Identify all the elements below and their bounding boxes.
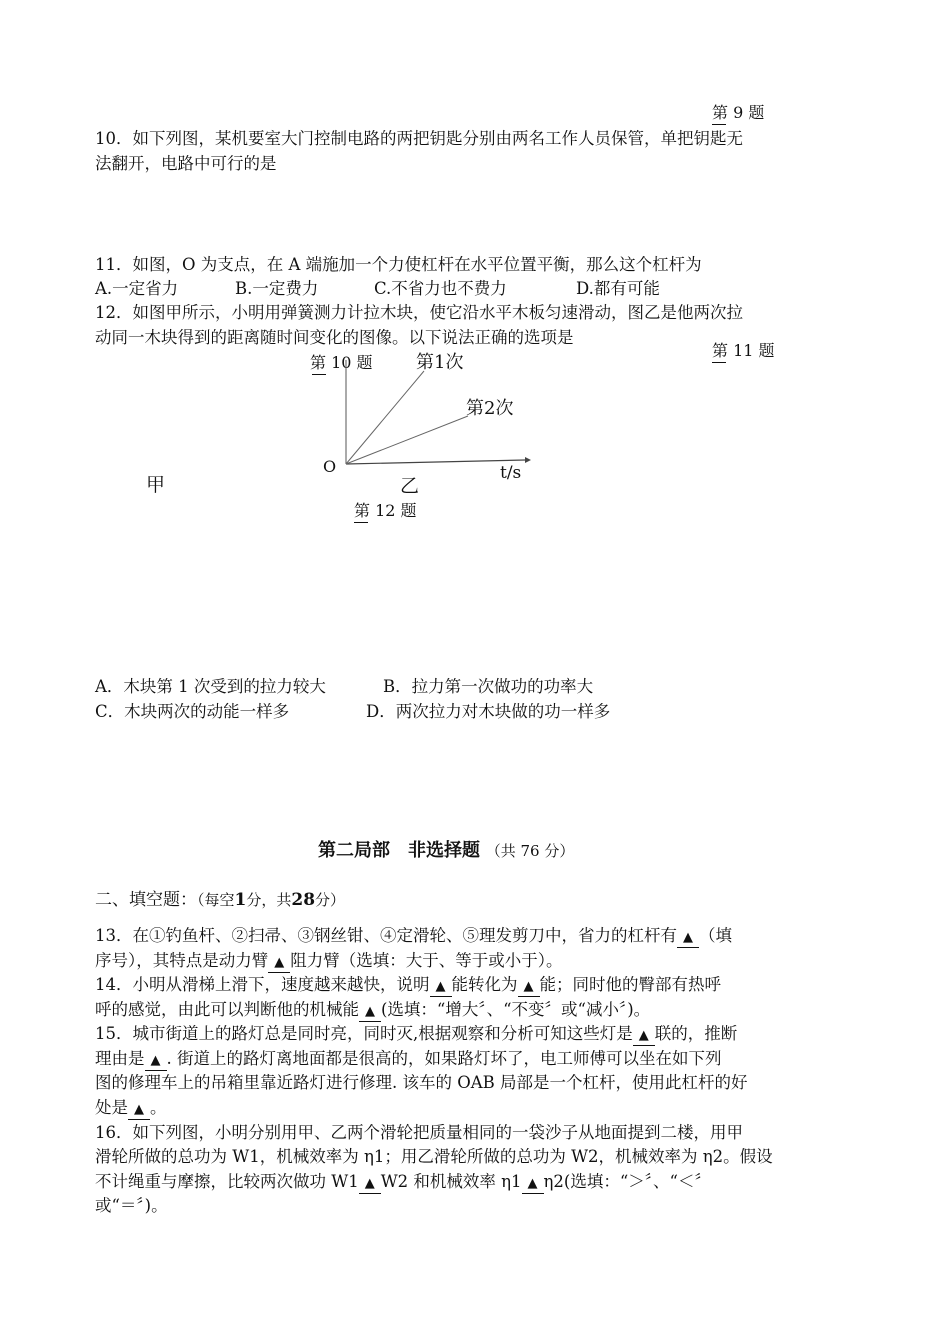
answer-blank[interactable]: ▲ (633, 1027, 655, 1046)
fill-heading-end: 分） (315, 891, 346, 909)
answer-blank[interactable]: ▲ (128, 1101, 150, 1120)
q16-line-2: 滑轮所做的总功为 W1，机械效率为 η1；用乙滑轮所做的总功为 W2，机械效率为 η2。假设 (95, 1147, 773, 1166)
q12-option-d: D．两次拉力对木块做的功一样多 (366, 702, 611, 721)
q12-line-1: 12．如图甲所示，小明用弹簧测力计拉木块，使它沿水平木板匀速滑动，图乙是他两次拉 (95, 303, 743, 322)
q16-text: 不计绳重与摩擦，比较两次做功 W1 (95, 1172, 359, 1191)
q16-line-3 (95, 1170, 711, 1194)
answer-blank[interactable]: ▲ (677, 929, 699, 948)
figure-jia-label: 甲 (146, 474, 166, 496)
q16-text: W2 和机械效率 η1 (380, 1172, 522, 1191)
q14-line-1 (95, 973, 721, 997)
section-2-title (318, 836, 574, 862)
fill-heading-paren: （每空 (197, 891, 235, 909)
q13-text: 13．在①钓鱼杆、②扫帚、③钢丝钳、④定滑轮、⑤理发剪刀中，省力的杠杆有 (95, 926, 677, 945)
series-line-2 (346, 416, 468, 464)
q15-line-4 (95, 1096, 167, 1120)
fill-heading-total: 28 (291, 890, 316, 910)
q11-option-a: A.一定省力 (95, 279, 179, 298)
answer-blank[interactable]: ▲ (145, 1052, 167, 1071)
q13-line-1 (95, 924, 732, 948)
q11-option-d: D.都有可能 (576, 279, 660, 298)
x-axis (346, 460, 525, 464)
q14-text: 能转化为 (451, 975, 518, 994)
q14-text: 能；同时他的臀部有热呼 (539, 975, 721, 994)
fill-in-heading (95, 885, 345, 910)
series-line-1 (346, 371, 424, 464)
q12-option-a: A．木块第 1 次受到的拉力较大 (95, 677, 326, 696)
answer-blank[interactable]: ▲ (522, 1175, 544, 1194)
q13-text: 序号），其特点是动力臂 (95, 951, 269, 970)
q11-option-b: B.一定费力 (235, 279, 319, 298)
section-2-subtitle: （共 76 分） (485, 842, 575, 860)
series-label-1: 第1次 (416, 352, 464, 373)
figure-10-label: 第 10 题 (310, 353, 373, 372)
answer-blank[interactable]: ▲ (268, 954, 290, 973)
q12-line-2: 动同一木块得到的距离随时间变化的图像。以下说法正确的选项是 (95, 328, 574, 347)
answer-blank[interactable]: ▲ (359, 1003, 381, 1022)
q13-text: （填 (699, 926, 732, 945)
answer-blank[interactable]: ▲ (430, 978, 452, 997)
figure-11-label: 第 11 题 (712, 341, 775, 360)
q15-text: 15．城市街道上的路灯总是同时亮，同时灭,根据观察和分析可知这些灯是 (95, 1024, 633, 1043)
fill-heading-mid: 分，共 (246, 891, 292, 909)
q16-text: η2(选填：“＞〞、“＜〞 (543, 1172, 711, 1191)
q15-text: 理由是 (95, 1049, 145, 1068)
origin-label: O (323, 457, 337, 476)
label-underline (712, 362, 726, 363)
q15-line-3: 图的修理车上的吊箱里靠近路灯进行修理. 该车的 OAB 局部是一个杠杆，使用此杠杆的好 (95, 1073, 748, 1092)
graph-sub-label: 乙 (400, 475, 420, 497)
series-label-2: 第2次 (466, 398, 514, 419)
distance-time-graph (300, 340, 540, 500)
x-axis-label: t/s (500, 463, 522, 483)
q11-line-1: 11．如图，O 为支点，在 A 端施加一个力使杠杆在水平位置平衡，那么这个杠杆为 (95, 255, 702, 274)
label-underline (712, 124, 726, 125)
q15-text: 联的，推断 (654, 1024, 738, 1043)
q10-line-1: 10．如下列图，某机要室大门控制电路的两把钥匙分别由两名工作人员保管，单把钥匙无 (95, 129, 743, 148)
figure-12-label: 第 12 题 (354, 501, 417, 520)
q13-text: 阻力臂（选填：大于、等于或小于）。 (290, 951, 563, 970)
fill-heading-count: 1 (234, 890, 247, 910)
label-underline (354, 522, 368, 523)
answer-blank[interactable]: ▲ (518, 978, 540, 997)
section-2-title-text: 第二局部 非选择题 (318, 840, 480, 861)
x-axis-arrow (525, 457, 531, 463)
q13-line-2 (95, 949, 563, 973)
q12-option-b: B．拉力第一次做功的功率大 (383, 677, 594, 696)
q11-option-c: C.不省力也不费力 (374, 279, 507, 298)
q14-text: (选填：“增大〞、“不变〞或“减小〞)。 (381, 1000, 651, 1019)
figure-9-label: 第 9 题 (712, 103, 765, 122)
answer-blank[interactable]: ▲ (359, 1175, 381, 1194)
q16-line-1: 16．如下列图，小明分别用甲、乙两个滑轮把质量相同的一袋沙子从地面提到二楼，用甲 (95, 1123, 743, 1142)
q15-line-2 (95, 1047, 722, 1071)
q15-text: 。 (150, 1098, 167, 1117)
q16-line-4: 或“＝〞)。 (95, 1196, 168, 1215)
q10-line-2: 法翻开，电路中可行的是 (95, 154, 277, 173)
q14-line-2 (95, 998, 650, 1022)
q14-text: 14．小明从滑梯上滑下，速度越来越快，说明 (95, 975, 430, 994)
q15-text: 处是 (95, 1098, 128, 1117)
q15-text: . 街道上的路灯离地面都是很高的，如果路灯坏了，电工师傅可以坐在如下列 (166, 1049, 722, 1068)
q15-line-1 (95, 1022, 737, 1046)
q12-option-c: C．木块两次的动能一样多 (95, 702, 290, 721)
q14-text: 呼的感觉，由此可以判断他的机械能 (95, 1000, 359, 1019)
fill-heading-prefix: 二、填空题： (95, 890, 197, 910)
